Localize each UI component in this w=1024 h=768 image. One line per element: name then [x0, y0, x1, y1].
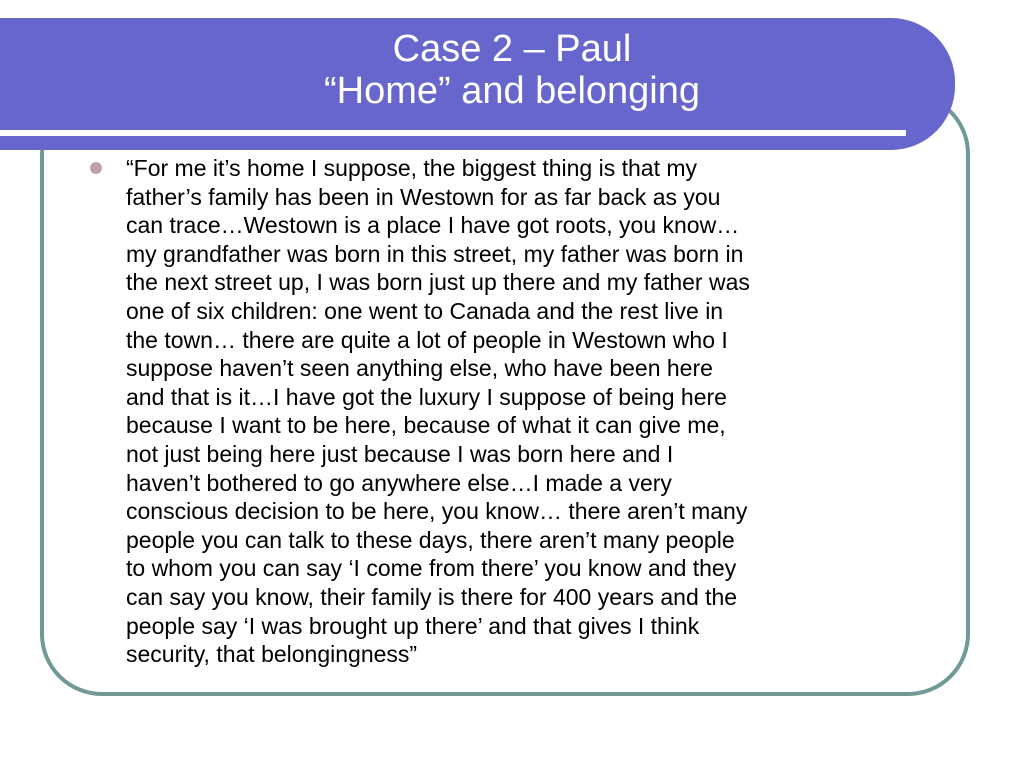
title-underline	[0, 130, 906, 136]
bullet-quote-text: “For me it’s home I suppose, the biggest thing is that my father’s family has been in Westown for as far back as you can trace…Westown is a place I have got roots, you know… my grandfather was born in this street, my father was born in the next street up, I was born just up there and my father was one of six children: one went to Canada and the rest live in the town… there are quite a lot of people in Westown who I suppose haven’t seen anything else, who have been here and that is it…I have got the luxury I suppose of being here because I want to be here, because of what it can give me, not just being here just because I was born here and I haven’t bothered to go anywhere else…I made a very conscious decision to be here, you know… there aren’t many people you can talk to these days, there aren’t many people to whom you can say ‘I come from there’ you know and they can say you know, their family is there for 400 years and the people say ‘I was brought up there’ and that gives I think security, that belongingness”	[126, 155, 750, 668]
slide-title-line-2: “Home” and belonging	[323, 70, 700, 112]
slide-title-line-1: Case 2 – Paul	[392, 28, 632, 70]
slide-title	[0, 28, 1024, 112]
bullet-dot-icon	[90, 162, 102, 174]
